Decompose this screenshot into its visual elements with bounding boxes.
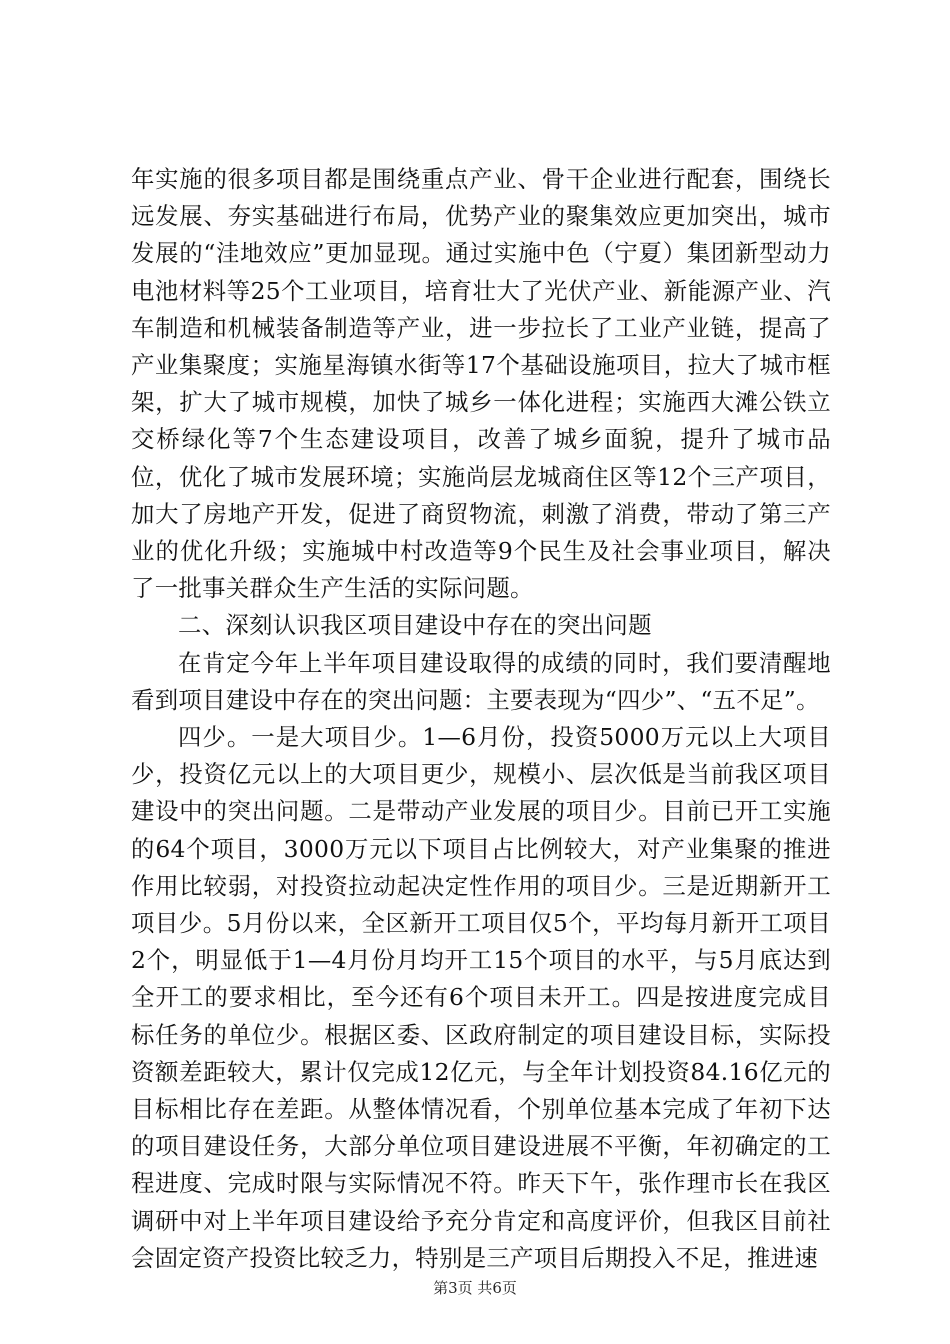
section-heading: 二、深刻认识我区项目建设中存在的突出问题: [178, 611, 652, 640]
paragraph-problems-summary: 在肯定今年上半年项目建设取得的成绩的同时，我们要清醒地看到项目建设中存在的突出问题：主要表现为“四少”、“五不足”。: [131, 648, 831, 714]
paragraph-intro: 年实施的很多项目都是围绕重点产业、骨干企业进行配套，围绕长远发展、夯实基础进行布局，优势产业的聚集效应更加突出，城市发展的“洼地效应”更加显现。通过实施中色（宁夏）集团新型动力电池材料等25个工业项目，培育壮大了光伏产业、新能源产业、汽车制造和机械装备制造等产业，进一步拉长了工业产业链，提高了产业集聚度；实施星海镇水街等17个基础设施项目，拉大了城市框架，扩大了城市规模，加快了城乡一体化进程；实施西大滩公铁立交桥绿化等7个生态建设项目，改善了城乡面貌，提升了城市品位，优化了城市发展环境；实施尚层龙城商住区等12个三产项目，加大了房地产开发，促进了商贸物流，刺激了消费，带动了第三产业的优化升级；实施城中村改造等9个民生及社会事业项目，解决了一批事关群众生产生活的实际问题。: [131, 165, 831, 603]
document-body: [131, 161, 831, 1277]
paragraph-four-shortages: 四少。一是大项目少。1—6月份，投资5000万元以上大项目少，投资亿元以上的大项目更少，规模小、层次低是当前我区项目建设中的突出问题。二是带动产业发展的项目少。目前已开工实施的64个项目，3000万元以下项目占比例较大，对产业集聚的推进作用比较弱，对投资拉动起决定性作用的项目少。三是近期新开工项目少。5月份以来，全区新开工项目仅5个，平均每月新开工项目2个，明显低于1—4月份月均开工15个项目的水平，与5月底达到全开工的要求相比，至今还有6个项目未开工。四是按进度完成目标任务的单位少。根据区委、区政府制定的项目建设目标，实际投资额差距较大，累计仅完成12亿元，与全年计划投资84.16亿元的目标相比存在差距。从整体情况看，个别单位基本完成了年初下达的项目建设任务，大部分单位项目建设进展不平衡，年初确定的工程进度、完成时限与实际情况不符。昨天下午，张作理市长在我区调研中对上半年项目建设给予充分肯定和高度评价，但我区目前社会固定资产投资比较乏力，特别是三产项目后期投入不足，推进速: [131, 723, 831, 1272]
page-number-footer: 第3页 共6页: [433, 1279, 517, 1297]
